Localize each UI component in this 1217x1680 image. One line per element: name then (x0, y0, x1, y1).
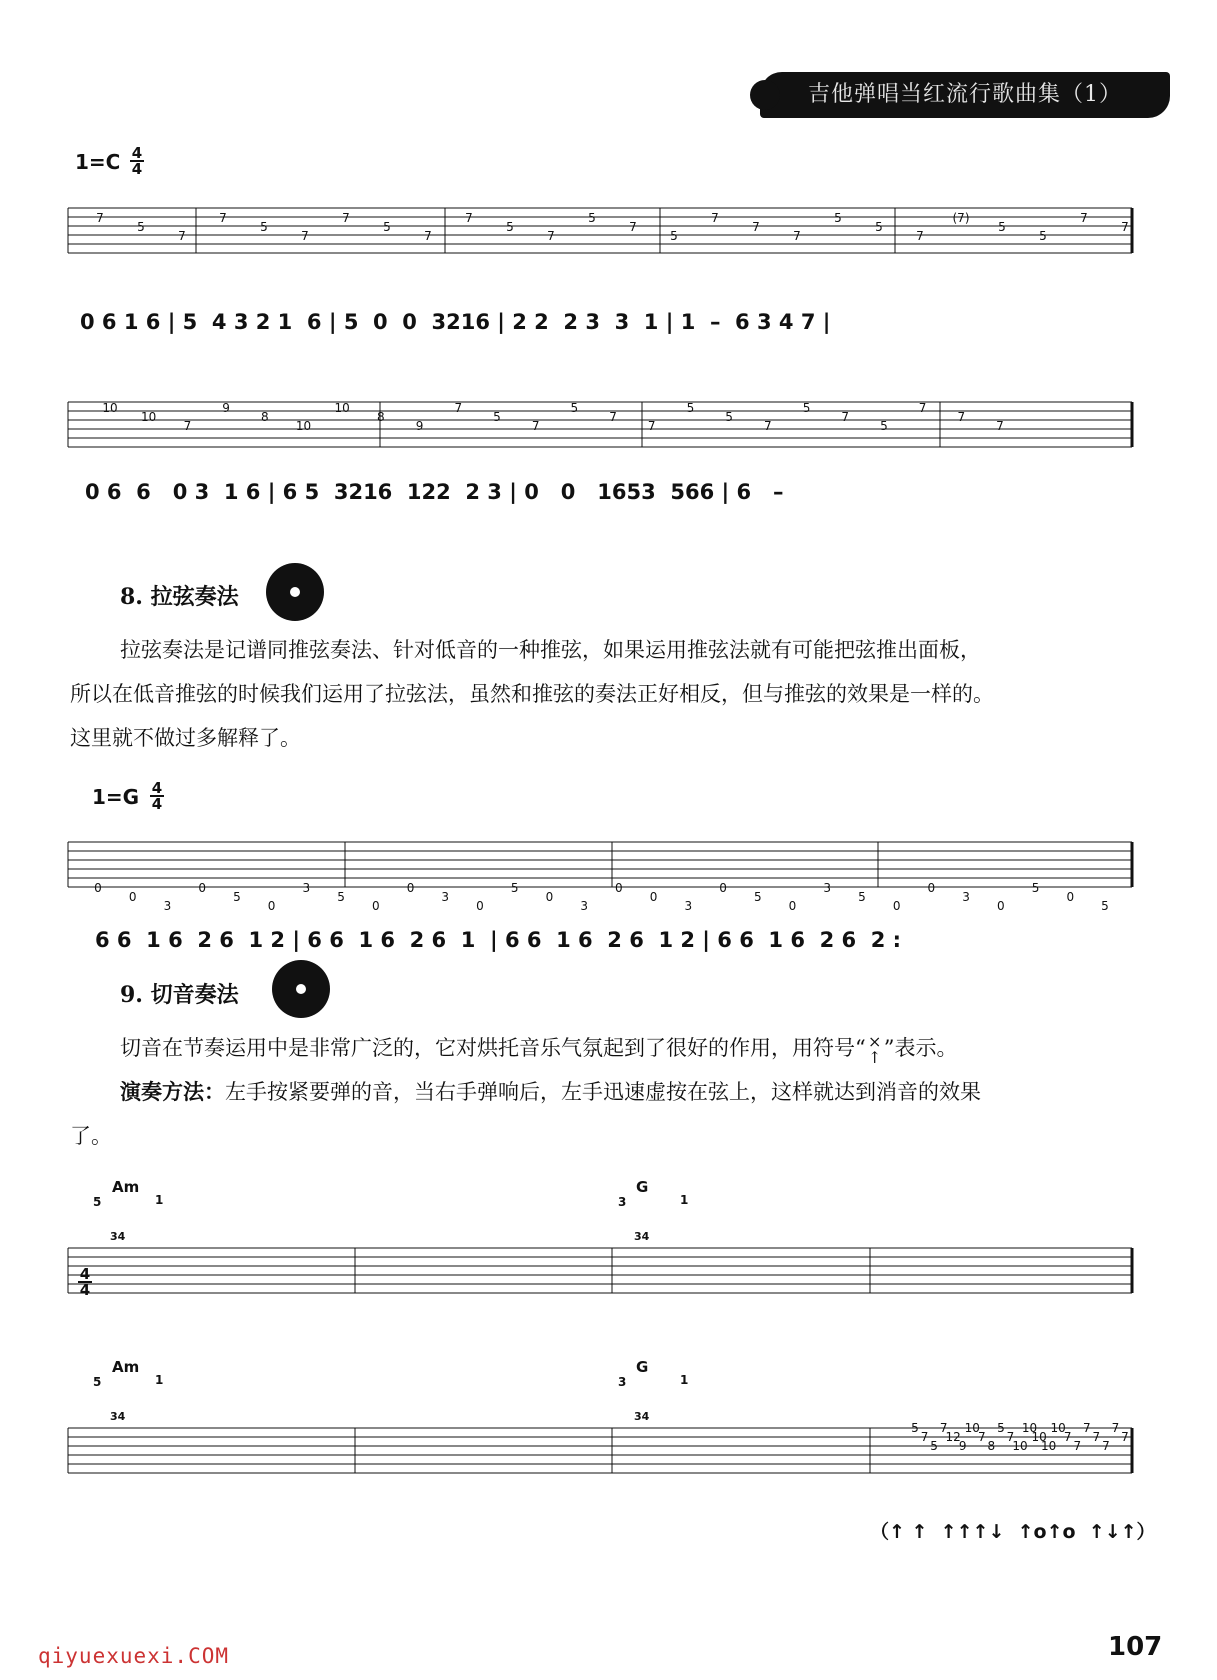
tab2-fret-mark: 8 (377, 410, 385, 424)
tab5-fret-mark: 10 (1012, 1439, 1028, 1453)
tab3-fret-mark: 5 (337, 890, 345, 904)
tab5-fret-mark: 9 (958, 1439, 967, 1453)
tab3-fret-mark: 0 (892, 899, 901, 913)
tab2-fret-mark: 7 (996, 419, 1004, 433)
time-signature-3: 4 4 (79, 1265, 91, 1299)
tab1-fret-mark: 5 (670, 229, 678, 243)
chord-finger-g-2: 34 (634, 1410, 650, 1423)
tab3-fret-mark: 3 (823, 881, 832, 895)
chord-fret-g: 3 (618, 1195, 627, 1209)
tab2-fret-mark: 7 (918, 401, 927, 415)
tab1-fret-mark: 7 (96, 211, 104, 225)
tab5-fret-mark: 7 (1006, 1430, 1015, 1444)
tab3-fret-mark: 0 (1066, 890, 1075, 904)
tab3-fret-mark: 5 (1101, 899, 1109, 913)
tab3-fret-mark: 5 (510, 881, 519, 895)
tab5-fret-mark: 10 (964, 1421, 980, 1435)
tab3-fret-mark: 0 (94, 881, 102, 895)
tab5-fret-mark: 8 (987, 1439, 996, 1453)
tab2-fret-mark: 7 (183, 419, 192, 433)
time-signature: 4 4 (131, 144, 143, 178)
tab5-fret-mark: 7 (1102, 1439, 1110, 1453)
tab2-fret-mark: 9 (222, 401, 230, 415)
tab2-fret-mark: 9 (415, 419, 424, 433)
tab1-fret-mark: 7 (178, 229, 186, 243)
tab2-fret-mark: 7 (609, 410, 617, 424)
key-signature-2: 1=G (92, 785, 140, 809)
tab2-fret-mark: 7 (531, 419, 540, 433)
tab2-fret-mark: 10 (334, 401, 350, 415)
tab1-fret-mark: 7 (219, 211, 227, 225)
tab3-fret-mark: 5 (858, 890, 866, 904)
cd-disc-icon-2 (272, 960, 330, 1018)
rhythm-legend: （↑ ↑ ↑↑↑↓ ↑o↑o ↑↓↑） (870, 1521, 1156, 1543)
tab5-fret-mark: 7 (1111, 1421, 1120, 1435)
tab2-fret-mark: 7 (841, 410, 850, 424)
chord-fret-am: 5 (93, 1195, 102, 1209)
chord-fret-am-2: 5 (93, 1375, 102, 1389)
tab2-fret-mark: 7 (764, 419, 772, 433)
chord-finger-g: 34 (634, 1230, 650, 1243)
tab1-fret-mark: 5 (260, 220, 268, 234)
tab5-fret-mark: 10 (1050, 1421, 1066, 1435)
tab5-fret-mark: 5 (911, 1421, 919, 1435)
tab5-fret-mark: 10 (1021, 1421, 1038, 1435)
tab1-fret-mark: 5 (383, 220, 391, 234)
tab1-fret-mark: 5 (834, 211, 842, 225)
cd-disc-icon (266, 563, 324, 621)
tab2-fret-mark: 10 (141, 410, 157, 424)
tab1-fret-mark: (7) (952, 211, 970, 225)
tab5-fret-mark: 5 (930, 1439, 938, 1453)
barre-marker-am: 1 (155, 1193, 164, 1207)
section-8-paragraph: 拉弦奏法是记谱同推弦奏法、针对低音的一种推弦，如果运用推弦法就有可能把弦推出面板， 所以在低音推弦的时候我们运用了拉弦法，虽然和推弦的奏法正好相反，但与推弦的效果是一样的。 这里就不做过多解释了。 (70, 638, 994, 750)
tab1-fret-mark: 7 (301, 229, 309, 243)
tab2-fret-mark: 5 (686, 401, 695, 415)
chord-finger-am-2: 34 (110, 1410, 126, 1423)
barre-marker-g-2: 1 (680, 1373, 689, 1387)
barre-marker-g: 1 (680, 1193, 689, 1207)
tab3-fret-mark: 0 (788, 899, 797, 913)
tab2-fret-mark: 5 (802, 401, 811, 415)
tab3-fret-mark: 0 (545, 890, 554, 904)
tab3-fret-mark: 0 (615, 881, 623, 895)
tab2-fret-mark: 5 (570, 401, 579, 415)
chord-name-g-2: G (636, 1358, 649, 1376)
section-9-paragraph: 切音在节奏运用中是非常广泛的，它对烘托音乐气氛起到了很好的作用，用符号“ × ↑ ”表示。 演奏方法：左手按紧要弹的音，当右手弹响后，左手迅速虚按在弦上，这样就达到消音的效果 了。 (70, 1031, 981, 1148)
tab1-fret-mark: 7 (711, 211, 719, 225)
key-signature: 1=C (75, 150, 121, 174)
tab3-fret-mark: 5 (233, 890, 241, 904)
tab1-fret-mark: 7 (424, 229, 432, 243)
tab1-fret-mark: 7 (752, 220, 760, 234)
jianpu-line-3: 6 6 1 6 2 6 1 2 | 6 6 1 6 2 6 1 | 6 6 1 6 2 6 1 2 | 6 6 1 6 2 6 2 : (95, 928, 902, 952)
tab1-fret-mark: 7 (465, 211, 473, 225)
tab-staff-3 (68, 842, 1132, 887)
time-signature-2: 4 4 (151, 779, 163, 813)
tab1-fret-mark: 7 (547, 229, 555, 243)
tab5-fret-mark: 10 (1040, 1439, 1057, 1453)
tab1-fret-mark: 7 (916, 229, 924, 243)
tab3-fret-mark: 5 (1031, 881, 1040, 895)
tab5-fret-mark: 5 (997, 1421, 1005, 1435)
jianpu-line-1: 0 6 1 6 | 5 4 3 2 1 6 | 5 0 0 3216 | 2 2 2 3 3 1 | 1 – 6 3 4 7 | (80, 310, 831, 334)
tab5-fret-mark: 7 (1063, 1430, 1072, 1444)
tab2-fret-mark: 8 (260, 410, 269, 424)
tab5-fret-mark: 7 (1121, 1430, 1129, 1444)
mute-stroke-symbol: × ↑ (868, 1031, 882, 1067)
tab1-fret-mark: 7 (629, 220, 637, 234)
tab2-fret-mark: 5 (880, 419, 888, 433)
site-watermark: qiyuexuexi.COM (38, 1644, 230, 1668)
chord-name-am-2: Am (112, 1358, 140, 1376)
tab5-fret-mark: 12 (945, 1430, 961, 1444)
chord-name-g: G (636, 1178, 649, 1196)
tab3-fret-mark: 0 (927, 881, 936, 895)
tab-staff-4 (68, 1248, 1132, 1293)
tab2-fret-mark: 10 (102, 401, 118, 415)
tab3-fret-mark: 5 (753, 890, 762, 904)
tab3-fret-mark: 0 (128, 890, 137, 904)
tab3-fret-mark: 3 (684, 899, 693, 913)
tab3-fret-mark: 3 (163, 899, 172, 913)
tab5-fret-mark: 7 (977, 1430, 986, 1444)
tab3-fret-mark: 0 (198, 881, 206, 895)
tab1-fret-mark: 7 (1080, 211, 1088, 225)
tab1-fret-mark: 5 (1039, 229, 1047, 243)
tab5-fret-mark: 7 (1092, 1430, 1101, 1444)
tab1-fret-mark: 5 (998, 220, 1006, 234)
tab3-fret-mark: 3 (441, 890, 450, 904)
tab2-fret-mark: 10 (295, 419, 312, 433)
tab1-fret-mark: 7 (793, 229, 801, 243)
tab5-fret-mark: 10 (1031, 1430, 1047, 1444)
tab1-fret-mark: 7 (342, 211, 350, 225)
tab3-fret-mark: 0 (406, 881, 415, 895)
chord-name-am: Am (112, 1178, 140, 1196)
tab1-fret-mark: 5 (137, 220, 145, 234)
tab3-fret-mark: 0 (719, 881, 727, 895)
tab2-fret-mark: 5 (725, 410, 733, 424)
tab3-fret-mark: 0 (649, 890, 658, 904)
chord-finger-am: 34 (110, 1230, 126, 1243)
tab3-fret-mark: 3 (302, 881, 311, 895)
section-9-title: 9. 切音奏法 (120, 982, 239, 1008)
tab5-fret-mark: 7 (920, 1430, 929, 1444)
tab3-fret-mark: 3 (580, 899, 588, 913)
tab5-fret-mark: 7 (939, 1421, 948, 1435)
tab1-fret-mark: 5 (506, 220, 514, 234)
tab2-fret-mark: 7 (454, 401, 463, 415)
tab5-fret-mark: 7 (1073, 1439, 1082, 1453)
book-title: 吉他弹唱当红流行歌曲集（1） (808, 82, 1122, 107)
tab1-fret-mark: 5 (588, 211, 596, 225)
tab5-fret-mark: 7 (1082, 1421, 1091, 1435)
section-8-title: 8. 拉弦奏法 (120, 584, 239, 610)
barre-marker-am-2: 1 (155, 1373, 164, 1387)
tab3-fret-mark: 3 (962, 890, 970, 904)
tab3-fret-mark: 0 (476, 899, 484, 913)
tab2-fret-mark: 7 (647, 419, 656, 433)
page-number: 107 (1108, 1632, 1163, 1662)
tab3-fret-mark: 0 (267, 899, 276, 913)
tab2-fret-mark: 7 (957, 410, 966, 424)
tab1-fret-mark: 7 (1121, 220, 1129, 234)
tab3-fret-mark: 0 (997, 899, 1005, 913)
tab1-fret-mark: 5 (875, 220, 883, 234)
tab2-fret-mark: 5 (493, 410, 501, 424)
tab-staff-1 (68, 208, 1132, 253)
jianpu-line-2: 0 6 6 0 3 1 6 | 6 5 3216 122 2 3 | 0 0 1653 566 | 6 – (85, 480, 784, 504)
tab3-fret-mark: 0 (371, 899, 380, 913)
chord-fret-g-2: 3 (618, 1375, 627, 1389)
